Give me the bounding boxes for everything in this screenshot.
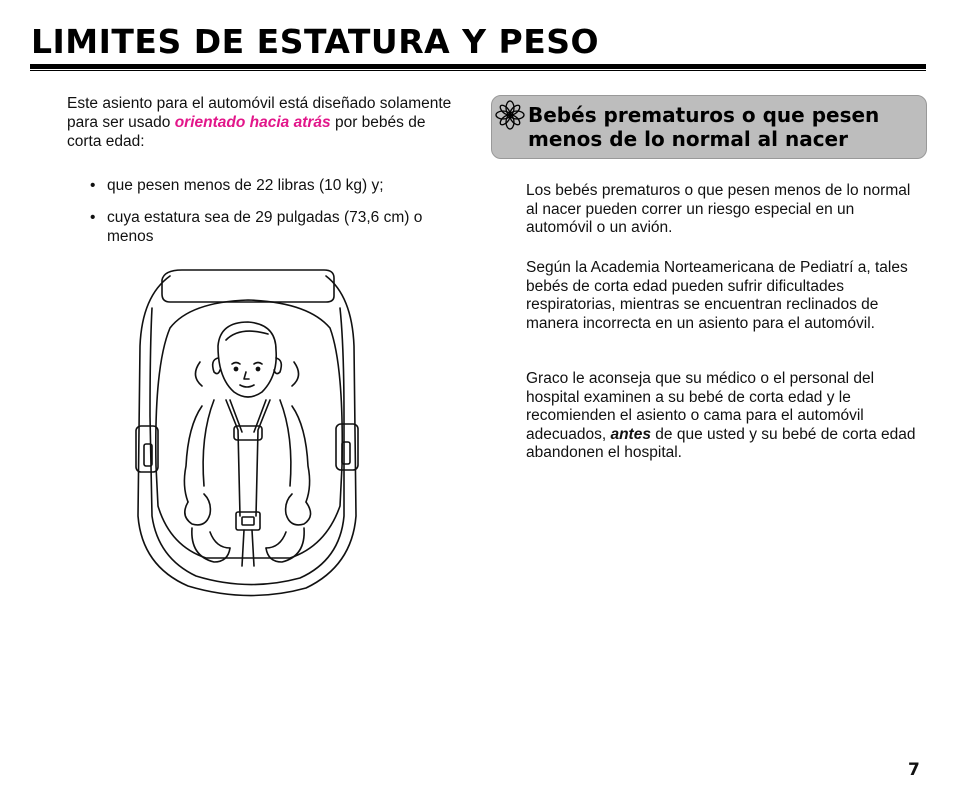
requirement-weight: • que pesen menos de 22 libras (10 kg) y; (90, 176, 470, 195)
page-number: 7 (908, 760, 920, 780)
advice-text-1: Graco le aconseja que su médico o el personal del hospital examinen a su bebé de corta edad y le recomienden el asiento o cama para el automóvil adecuados, (526, 370, 875, 443)
title-rule (30, 64, 926, 69)
flower-icon (495, 100, 525, 130)
intro-text-1: Este asiento para el automóvil está diseñado solamente para ser usado (67, 95, 452, 131)
requirement-height: • cuya estatura sea de 29 pulgadas (73,6 cm) o menos (90, 208, 470, 246)
advice-text-2: de que usted y su bebé de corta edad abandonen el hospital. (526, 425, 916, 461)
callout-heading: Bebés prematuros o que pesen menos de lo normal al nacer (528, 103, 880, 151)
advice-emphasis: antes (610, 425, 651, 443)
intro-highlight: orientado hacia atrás (174, 114, 331, 131)
infant-car-seat-illustration (130, 266, 366, 606)
intro-paragraph (67, 94, 462, 151)
page-title: LIMITES DE ESTATURA Y PESO (31, 22, 600, 61)
intro-text-2: por bebés de corta edad: (67, 114, 426, 150)
advice-paragraph (526, 370, 921, 463)
risk-paragraph: Los bebés prematuros o que pesen menos de lo normal al nacer pueden correr un riesgo especial en un automóvil o un avión. (526, 182, 911, 236)
requirements-list (90, 176, 470, 259)
title-rule-thin (30, 70, 926, 71)
premature-babies-callout (491, 95, 927, 159)
academy-paragraph: Según la Academia Norteamericana de Pediatrí a, tales bebés de corta edad pueden sufrir dificultades respiratorias, mientras se encuentran reclinados de manera incorrecta en un asiento para el automóvil. (526, 259, 908, 332)
